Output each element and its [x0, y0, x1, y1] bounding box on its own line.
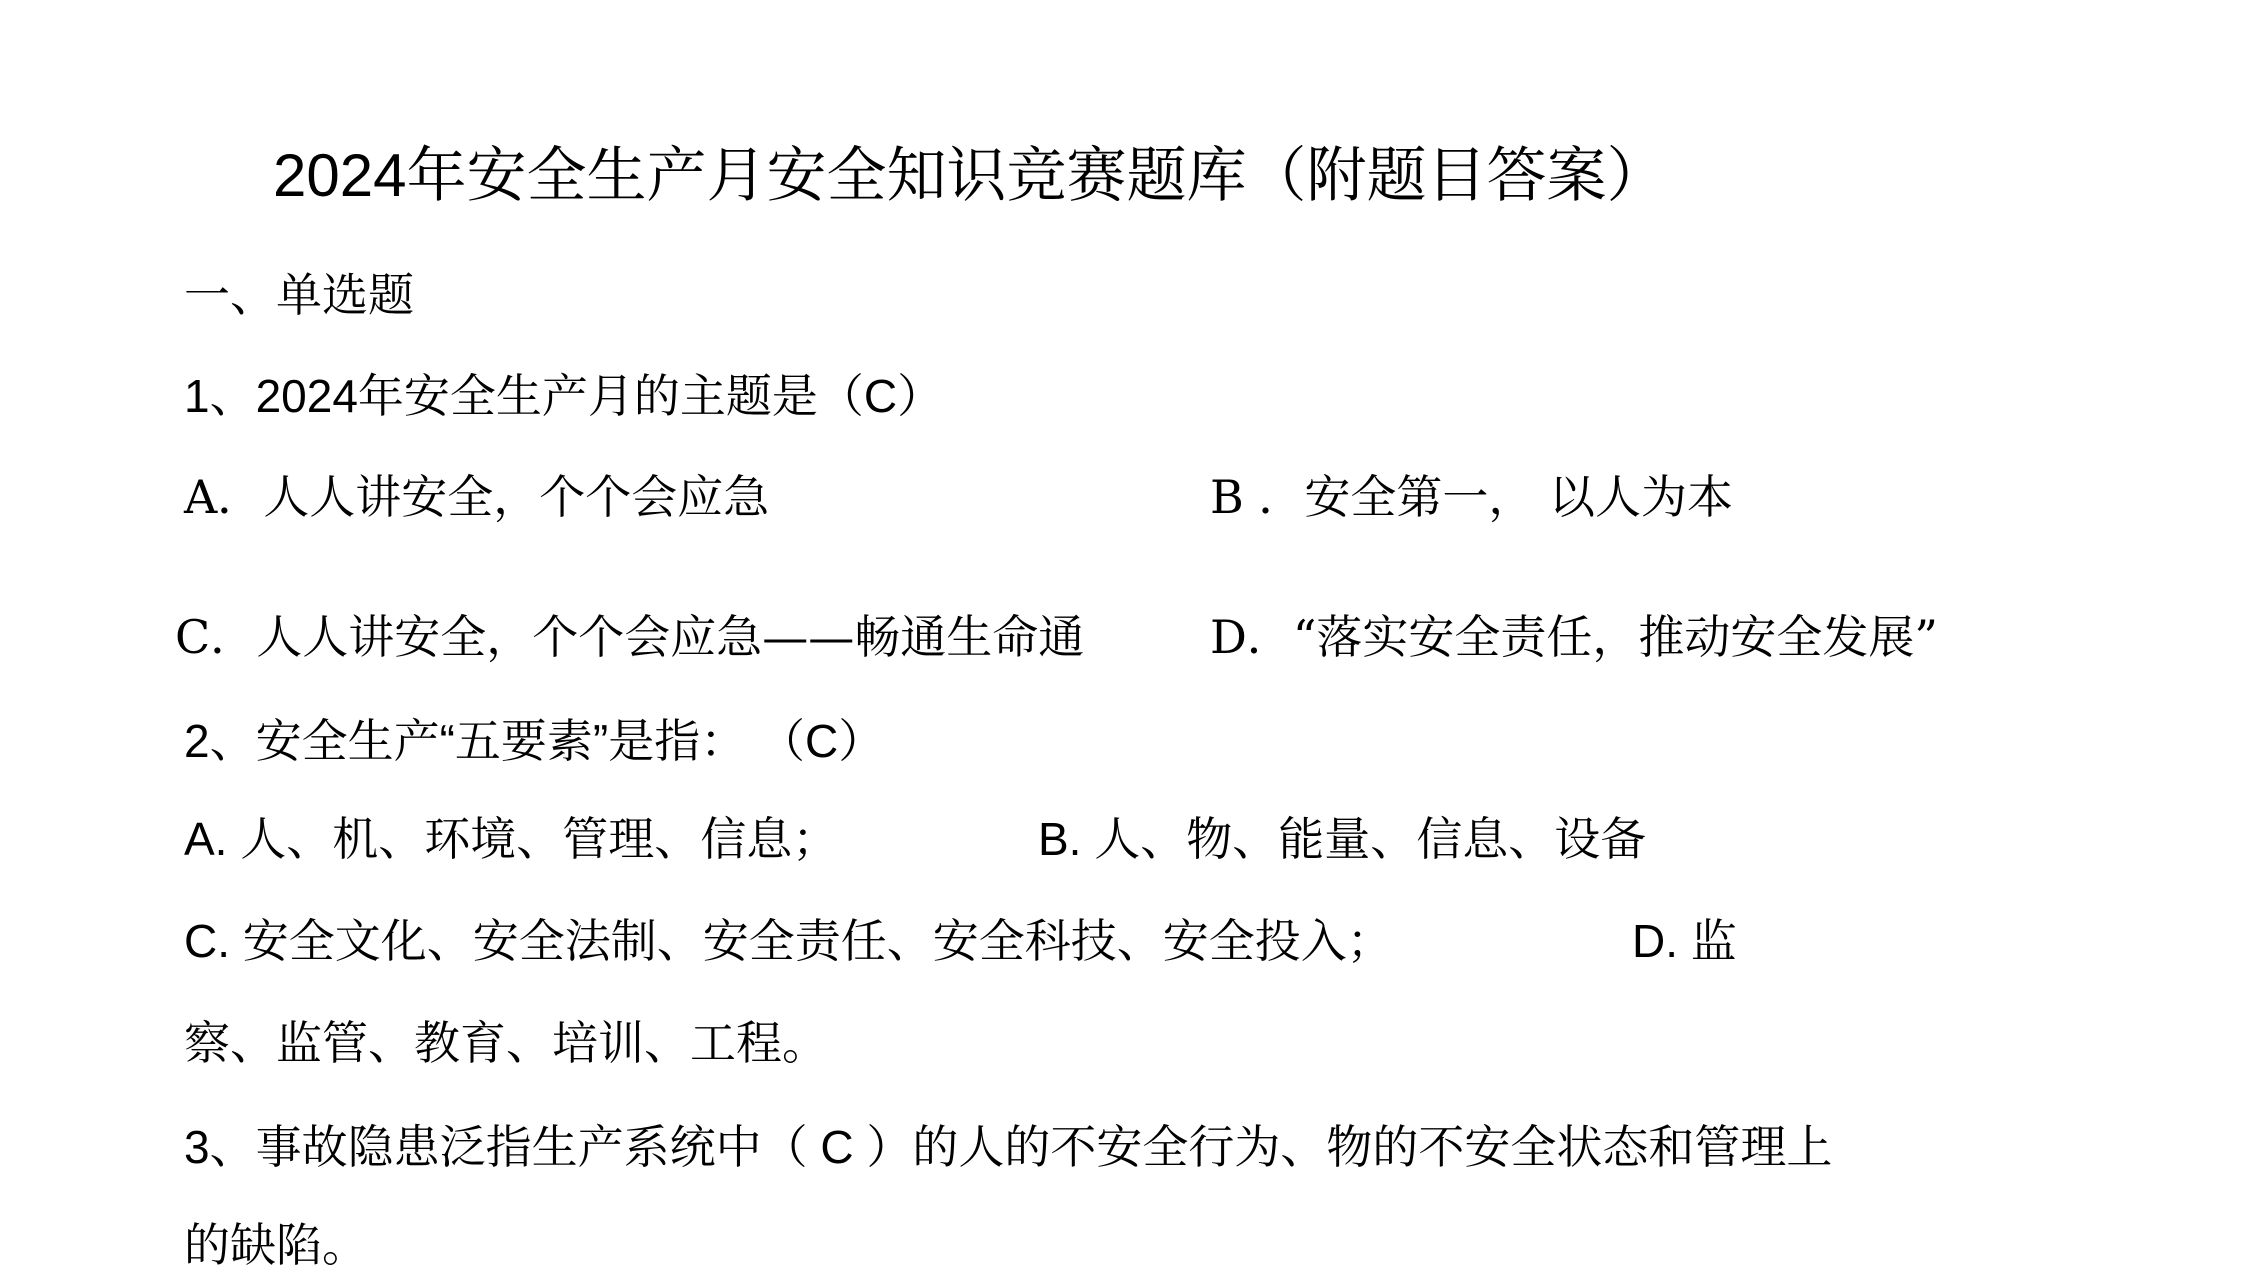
- question-2-option-d-continued: 察、监管、教育、培训、工程。: [184, 1016, 828, 1070]
- question-2-option-a: A. 人、机、环境、管理、信息；: [184, 813, 839, 865]
- question-3-stem-line-1: 3、事故隐患泛指生产系统中（ C ）的人的不安全行为、物的不安全状态和管理上: [184, 1121, 1833, 1173]
- question-2-option-b: B. 人、物、能量、信息、设备: [1038, 813, 1647, 865]
- question-1-option-c: C．人人讲安全，个个会应急——畅通生命通: [175, 610, 1085, 664]
- question-1-option-d: D．“落实安全责任，推动安全发展”: [1210, 610, 1938, 664]
- question-2-stem: 2、安全生产“五要素”是指： （C）: [184, 715, 885, 767]
- question-2-option-c: C. 安全文化、安全法制、安全责任、安全科技、安全投入；: [184, 915, 1393, 967]
- question-2-option-d-start: D. 监: [1632, 915, 1737, 967]
- section-heading: 一、单选题: [184, 268, 414, 322]
- question-1-stem: 1、2024年安全生产月的主题是（C）: [184, 370, 944, 422]
- document-title: 2024年安全生产月安全知识竞赛题库（附题目答案）: [273, 142, 1667, 209]
- question-1-option-a: A．人人讲安全，个个会应急: [184, 470, 770, 524]
- question-1-option-b: B ．安全第一， 以人为本: [1210, 470, 1734, 524]
- question-3-stem-line-2: 的缺陷。: [184, 1218, 368, 1272]
